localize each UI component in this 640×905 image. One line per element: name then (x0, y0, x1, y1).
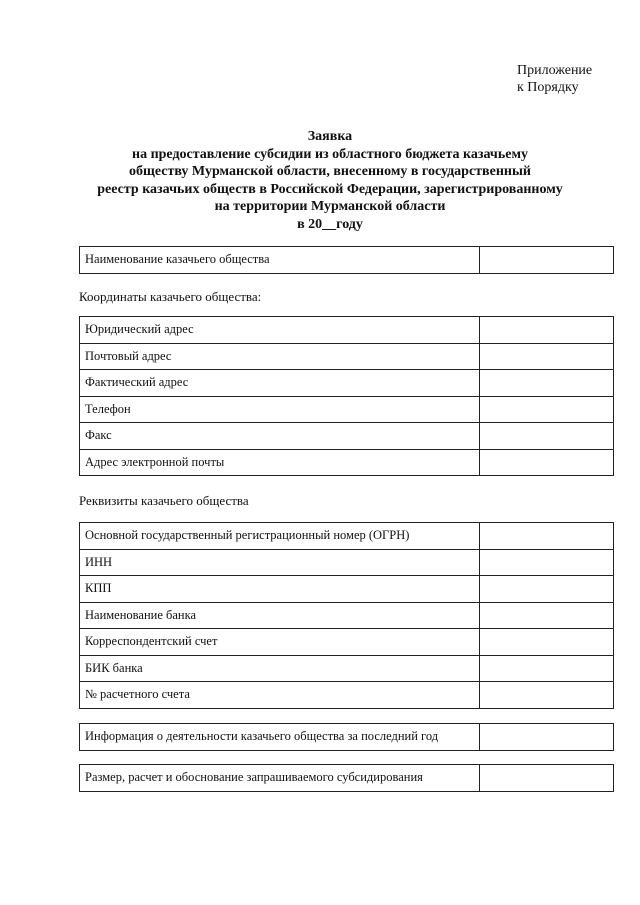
row-label: Факс (80, 423, 480, 450)
row-value-cell[interactable] (480, 549, 614, 576)
requisites-table (79, 522, 614, 709)
table-row (80, 343, 614, 370)
table-row (80, 247, 614, 274)
row-value-cell[interactable] (480, 423, 614, 450)
title-line-2: на предоставление субсидии из областного бюджета казачьему (132, 146, 528, 162)
table-row (80, 317, 614, 344)
society-name-table (79, 246, 614, 274)
row-label: Наименование казачьего общества (80, 247, 480, 274)
appendix-reference (517, 62, 592, 96)
document-title (60, 128, 600, 233)
row-value-cell[interactable] (480, 576, 614, 603)
row-label: БИК банка (80, 655, 480, 682)
row-label: Основной государственный регистрационный номер (ОГРН) (80, 523, 480, 550)
row-value-cell[interactable] (480, 523, 614, 550)
table-row (80, 449, 614, 476)
table-row (80, 423, 614, 450)
row-value-cell[interactable] (480, 317, 614, 344)
row-value-cell[interactable] (480, 343, 614, 370)
row-value-cell[interactable] (480, 682, 614, 709)
coordinates-heading: Координаты казачьего общества: (79, 289, 262, 304)
table-row (80, 576, 614, 603)
activity-info-table (79, 723, 614, 751)
table-row (80, 629, 614, 656)
row-label: Фактический адрес (80, 370, 480, 397)
table-row (80, 602, 614, 629)
table-row (80, 765, 614, 792)
requisites-heading: Реквизиты казачьего общества (79, 493, 249, 508)
row-label: Корреспондентский счет (80, 629, 480, 656)
row-label: Информация о деятельности казачьего общества за последний год (80, 724, 480, 751)
row-label: Адрес электронной почты (80, 449, 480, 476)
row-value-cell[interactable] (480, 602, 614, 629)
title-line-1: Заявка (307, 129, 353, 144)
title-line-5: на территории Мурманской области (214, 199, 446, 214)
title-line-6: в 20__году (297, 216, 363, 232)
subsidy-request-table (79, 764, 614, 792)
row-label: Наименование банка (80, 602, 480, 629)
title-line-4: реестр казачьих обществ в Российской Федерации, зарегистрированному (97, 181, 563, 197)
row-value-cell[interactable] (480, 449, 614, 476)
table-row (80, 682, 614, 709)
table-row (80, 549, 614, 576)
title-line-3: обществу Мурманской области, внесенному в государственный (129, 164, 531, 179)
coordinates-table (79, 316, 614, 476)
row-value-cell[interactable] (480, 247, 614, 274)
row-value-cell[interactable] (480, 370, 614, 397)
row-value-cell[interactable] (480, 724, 614, 751)
table-row (80, 724, 614, 751)
appendix-line-1: Приложение (517, 63, 593, 78)
row-label: Почтовый адрес (80, 343, 480, 370)
row-label: Телефон (80, 396, 480, 423)
table-row (80, 370, 614, 397)
table-row (80, 523, 614, 550)
row-label: № расчетного счета (80, 682, 480, 709)
row-value-cell[interactable] (480, 396, 614, 423)
appendix-line-2: к Порядку (517, 80, 579, 95)
row-label: ИНН (80, 549, 480, 576)
row-value-cell[interactable] (480, 655, 614, 682)
table-row (80, 396, 614, 423)
row-value-cell[interactable] (480, 765, 614, 792)
table-row (80, 655, 614, 682)
row-label: КПП (80, 576, 480, 603)
row-label: Размер, расчет и обоснование запрашиваемого субсидирования (80, 765, 480, 792)
row-label: Юридический адрес (80, 317, 480, 344)
row-value-cell[interactable] (480, 629, 614, 656)
